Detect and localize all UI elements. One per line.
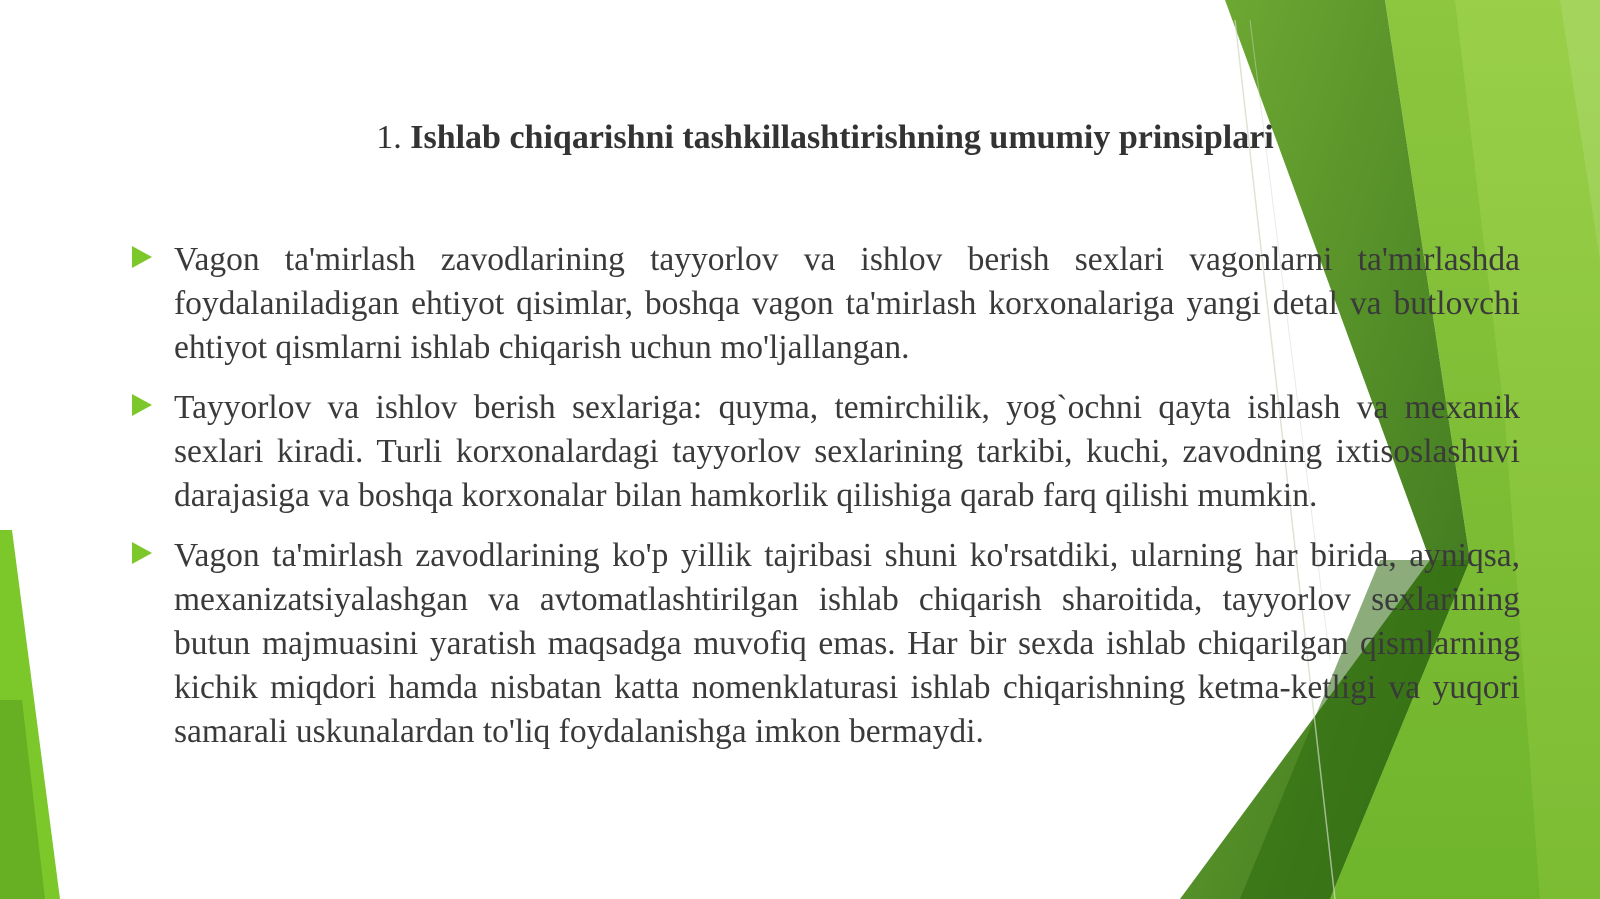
triangle-bullet-icon <box>132 246 152 268</box>
bullet-item <box>130 534 1520 754</box>
triangle-bullet-icon <box>132 542 152 564</box>
slide-title-number: 1. <box>376 119 402 156</box>
bullet-list <box>130 238 1520 770</box>
triangle-bullet-icon <box>132 394 152 416</box>
bullet-text: Vagon ta'mirlash zavodlarining ko'p yillik tajribasi shuni ko'rsatdiki, ularning har birida, ayniqsa, mexanizatsiyalashgan va avtomatlashtirilgan ishlab chiqarish sharoitida, tayyorlov sexlarining butun majmuasini yaratish maqsadga muvofiq emas. Har bir sexda ishlab chiqarilgan qismlarning kichik miqdori hamda nisbatan katta nomenklaturasi ishlab chiqarishning ketma-ketligi va yuqori samarali uskunalardan to'liq foydalanishga imkon bermaydi. <box>174 537 1520 750</box>
slide-title-text: Ishlab chiqarishni tashkillashtirishning umumiy prinsiplari <box>401 119 1274 156</box>
bullet-item <box>130 386 1520 518</box>
slide-title <box>300 116 1350 160</box>
bullet-item <box>130 238 1520 370</box>
bullet-text: Tayyorlov va ishlov berish sexlariga: quyma, temirchilik, yog`ochni qayta ishlash va mexanik sexlari kiradi. Turli korxonalardagi tayyorlov sexlarining tarkibi, kuchi, zavodning ixtisoslashuvi darajasiga va boshqa korxonalar bilan hamkorlik qilishiga qarab farq qilishi mumkin. <box>174 389 1520 514</box>
bullet-text: Vagon ta'mirlash zavodlarining tayyorlov va ishlov berish sexlari vagonlarni ta'mirlashda foydalaniladigan ehtiyot qisimlar, boshqa vagon ta'mirlash korxonalariga yangi detal va butlovchi ehtiyot qismlarni ishlab chiqarish uchun mo'ljallangan. <box>174 241 1520 366</box>
